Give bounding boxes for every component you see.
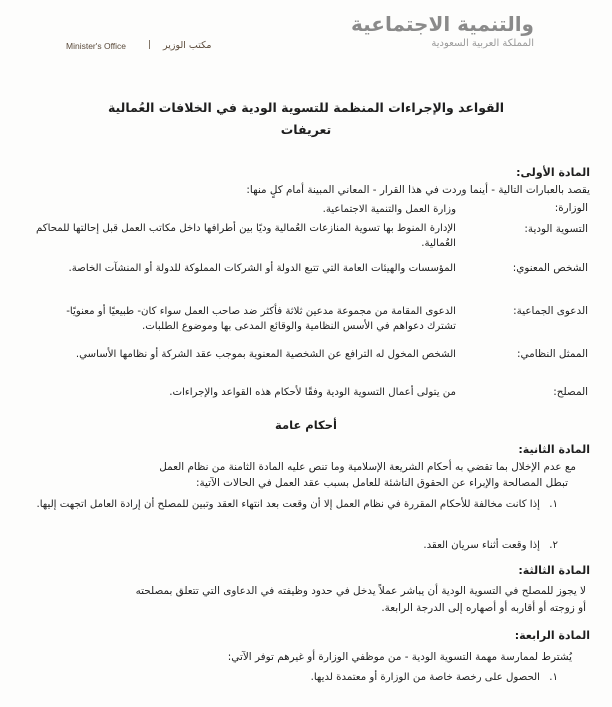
definition-text: الدعوى المقامة من مجموعة مدعين ثلاثة فأكثر ضد صاحب العمل سواء كان- طبيعيًا أو معنويًا- تشترك دعواهم في الأسس النظامية والوقائع المدعى بها وموضوع الطلبات. bbox=[66, 306, 456, 332]
definition-text: وزارة العمل والتنمية الاجتماعية. bbox=[322, 204, 456, 215]
letterhead bbox=[0, 0, 612, 62]
definition-term: التسوية الودية: bbox=[524, 223, 588, 235]
kingdom-name: المملكة العربية السعودية bbox=[431, 38, 534, 49]
definition-term: الوزارة: bbox=[554, 202, 588, 214]
list-number: ٢. bbox=[549, 540, 558, 551]
article-3-heading: المادة الثالثة: bbox=[518, 564, 590, 577]
definition-text: الشخص المخول له الترافع عن الشخصية المعنوية بموجب عقد الشركة أو نظامها الأساسي. bbox=[75, 349, 456, 360]
article-3-text: أو زوجته أو أقاربه أو أصهاره إلى الدرجة الرابعة. bbox=[381, 602, 586, 614]
article-1-intro: يقصد بالعبارات التالية - أينما وردت في هذا القرار - المعاني المبينة أمام كلٍ منها: bbox=[246, 184, 590, 196]
list-number: ١. bbox=[549, 672, 558, 683]
definition-text: الإدارة المنوط بها تسوية المنازعات العُمالية وديًا بين أطرافها داخل مكاتب العمل قبل إحالتها للمحاكم العُمالية. bbox=[35, 223, 456, 249]
definition-term: المصلح: bbox=[553, 386, 588, 398]
list-number: ١. bbox=[549, 499, 558, 510]
office-name-ar: مكتب الوزير bbox=[163, 40, 212, 51]
definition-text: المؤسسات والهيئات العامة التي تتبع الدولة أو الشركات المملوكة للدولة أو المنشآت الخاصة. bbox=[68, 263, 456, 274]
article-2-heading: المادة الثانية: bbox=[518, 443, 590, 456]
definition-text: من يتولى أعمال التسوية الودية وفقًا لأحكام هذه القواعد والإجراءات. bbox=[169, 387, 456, 398]
article-3-text: لا يجوز للمصلح في التسوية الودية أن يباشر عملاً يدخل في حدود وظيفته في الدعاوى التي تتعلق بمصلحته bbox=[135, 585, 586, 597]
article-4-intro: يُشترط لممارسة مهمة التسوية الودية - من موظفي الوزارة أو غيرهم توفر الآتي: bbox=[227, 651, 572, 663]
list-item: إذا كانت مخالفة للأحكام المقررة في نظام العمل إلا أن وقعت بعد انتهاء العقد وتبين للمصلح أن إرادة العامل اتجهت إليها. bbox=[36, 499, 540, 510]
list-item: إذا وقعت أثناء سريان العقد. bbox=[423, 540, 540, 551]
article-2-text: تبطل المصالحة والإبراء عن الحقوق الناشئة للعامل بسبب عقد العمل في الحالات الآتية: bbox=[195, 477, 568, 489]
ministry-logo-text: والتنمية الاجتماعية bbox=[351, 12, 534, 36]
document-subtitle: تعريفات bbox=[280, 122, 332, 137]
office-name-en: Minister's Office bbox=[66, 41, 127, 51]
article-4-heading: المادة الرابعة: bbox=[514, 629, 590, 642]
definition-term: الممثل النظامي: bbox=[517, 348, 588, 360]
definition-term: الشخص المعنوي: bbox=[512, 262, 588, 274]
list-item: الحصول على رخصة خاصة من الوزارة أو معتمدة لديها. bbox=[310, 672, 540, 683]
definition-term: الدعوى الجماعية: bbox=[513, 305, 588, 317]
document-title: القواعد والإجراءات المنظمة للتسوية الودية في الخلافات العُمالية bbox=[107, 100, 505, 115]
article-1-heading: المادة الأولى: bbox=[516, 166, 590, 179]
article-2-text: مع عدم الإخلال بما تقضي به أحكام الشريعة الإسلامية وما تنص عليه المادة الثامنة من نظام العمل bbox=[159, 461, 576, 473]
office-separator: | bbox=[148, 40, 152, 50]
general-provisions-heading: أحكام عامة bbox=[275, 418, 337, 432]
